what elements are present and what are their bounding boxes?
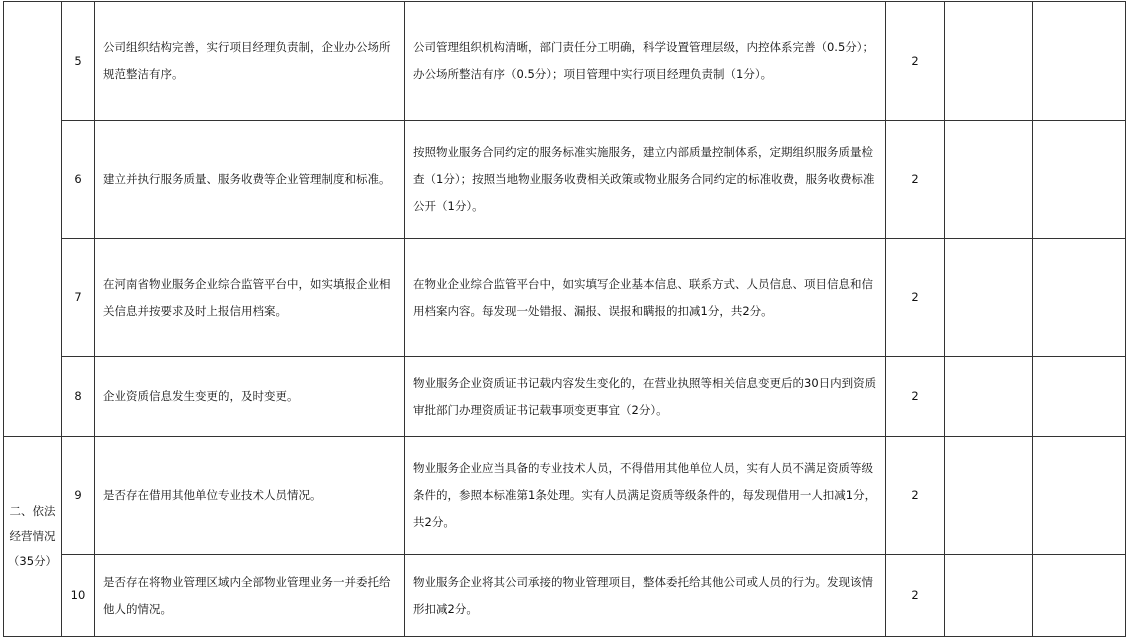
table-row [4, 2, 1126, 121]
row-number: 5 [62, 2, 95, 121]
scoring-criteria [405, 357, 886, 437]
item-content [95, 121, 405, 239]
item-text: 建立并执行服务质量、服务收费等企业管理制度和标准。 [103, 172, 391, 186]
scoring-criteria [405, 121, 886, 239]
category-label: 二、依法经营情况（35分） [7, 504, 58, 568]
criteria-text: 物业服务企业资质证书记载内容发生变化的，在营业执照等相关信息变更后的30日内到资质审批部门办理资质证书记载事项变更事宜（2分）。 [413, 375, 877, 417]
scoring-criteria [405, 437, 886, 555]
empty-cell [1033, 121, 1126, 239]
category-cell [4, 437, 62, 637]
scoring-criteria [405, 2, 886, 121]
item-text: 是否存在将物业管理区域内全部物业管理业务一并委托给他人的情况。 [103, 574, 391, 616]
table-row [4, 555, 1126, 637]
table-row [4, 437, 1126, 555]
score-value: 2 [886, 357, 945, 437]
score-value: 2 [886, 437, 945, 555]
criteria-text: 物业服务企业应当具备的专业技术人员，不得借用其他单位人员，实有人员不满足资质等级条件的，参照本标准第1条处理。实有人员满足资质等级条件的，每发现借用一人扣减1分，共2分。 [413, 461, 877, 529]
row-number: 9 [62, 437, 95, 555]
empty-cell [945, 2, 1033, 121]
item-text: 是否存在借用其他单位专业技术人员情况。 [103, 488, 322, 502]
table-row [4, 357, 1126, 437]
criteria-text: 物业服务企业将其公司承接的物业管理项目，整体委托给其他公司或人员的行为。发现该情形扣减2分。 [413, 574, 873, 616]
table-row [4, 239, 1126, 357]
score-value: 2 [886, 2, 945, 121]
empty-cell [945, 437, 1033, 555]
table-row [4, 121, 1126, 239]
criteria-text: 公司管理组织机构清晰，部门责任分工明确，科学设置管理层级，内控体系完善（0.5分）；办公场所整洁有序（0.5分）；项目管理中实行项目经理负责制（1分）。 [413, 40, 875, 81]
score-value: 2 [886, 555, 945, 637]
criteria-text: 按照物业服务合同约定的服务标准实施服务，建立内部质量控制体系，定期组织服务质量检查（1分）；按照当地物业服务收费相关政策或物业服务合同约定的标准收费，服务收费标准公开（1分）。 [413, 145, 875, 213]
item-content [95, 2, 405, 121]
scoring-criteria [405, 239, 886, 357]
item-content [95, 239, 405, 357]
evaluation-table [3, 1, 1126, 637]
item-content [95, 555, 405, 637]
empty-cell [945, 555, 1033, 637]
score-value: 2 [886, 121, 945, 239]
row-number: 6 [62, 121, 95, 239]
item-text: 在河南省物业服务企业综合监管平台中，如实填报企业相关信息并按要求及时上报信用档案。 [103, 276, 391, 318]
empty-cell [1033, 239, 1126, 357]
score-value: 2 [886, 239, 945, 357]
row-number: 10 [62, 555, 95, 637]
item-text: 企业资质信息发生变更的，及时变更。 [103, 389, 299, 403]
empty-cell [1033, 357, 1126, 437]
scoring-criteria [405, 555, 886, 637]
empty-cell [1033, 437, 1126, 555]
category-cell-continued [4, 2, 62, 437]
empty-cell [945, 357, 1033, 437]
item-text: 公司组织结构完善，实行项目经理负责制，企业办公场所规范整洁有序。 [103, 40, 391, 81]
item-content [95, 357, 405, 437]
criteria-text: 在物业企业综合监管平台中，如实填写企业基本信息、联系方式、人员信息、项目信息和信用档案内容。每发现一处错报、漏报、误报和瞒报的扣减1分，共2分。 [413, 276, 873, 318]
empty-cell [945, 239, 1033, 357]
item-content [95, 437, 405, 555]
empty-cell [1033, 2, 1126, 121]
row-number: 8 [62, 357, 95, 437]
empty-cell [945, 121, 1033, 239]
row-number: 7 [62, 239, 95, 357]
empty-cell [1033, 555, 1126, 637]
